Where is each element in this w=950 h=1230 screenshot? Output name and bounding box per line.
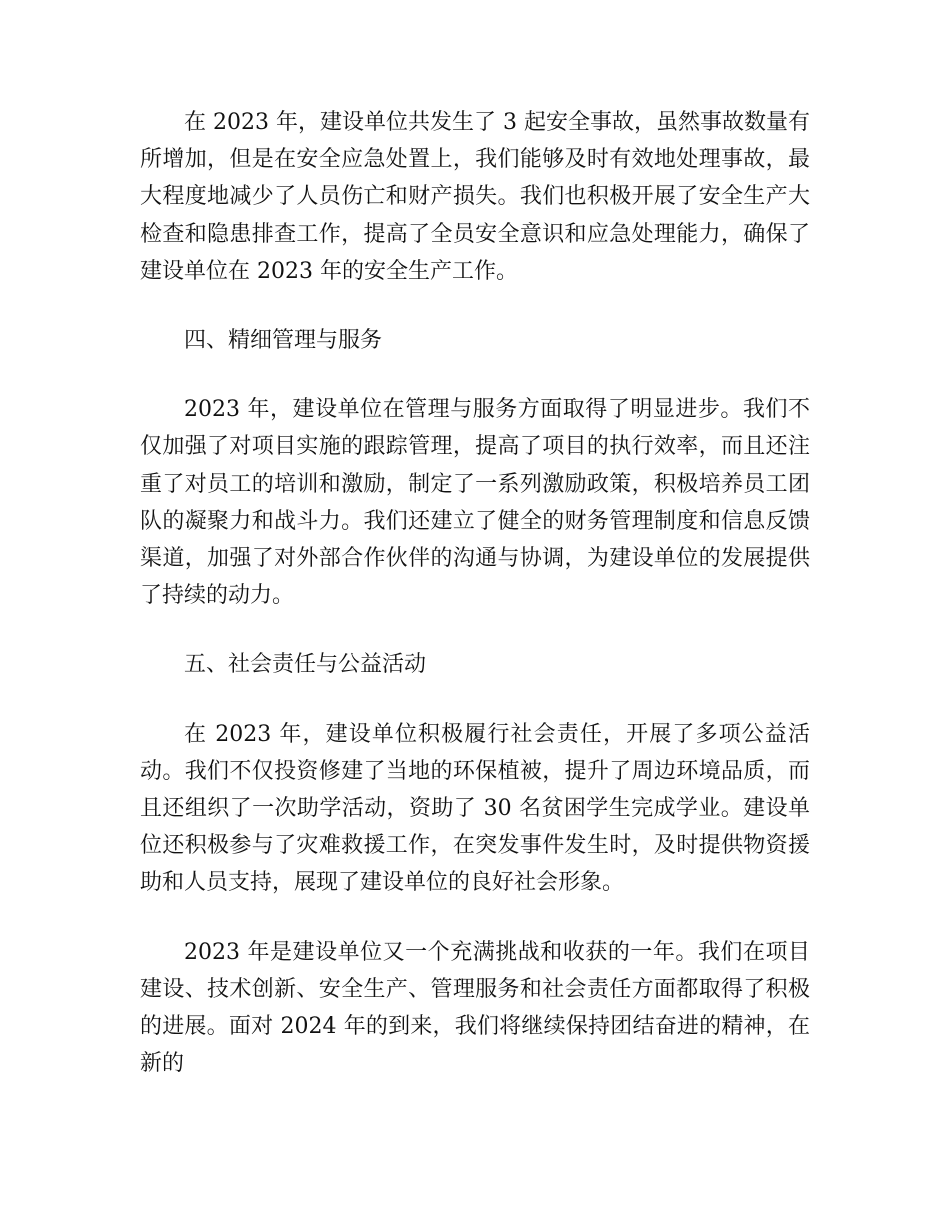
paragraph-management-service: 2023 年，建设单位在管理与服务方面取得了明显进步。我们不仅加强了对项目实施的跟踪管理，提高了项目的执行效率，而且还注重了对员工的培训和激励，制定了一系列激励政策，积极培养员工团队的凝聚力和战斗力。我们还建立了健全的财务管理制度和信息反馈渠道，加强了对外部合作伙伴的沟通与协调，为建设单位的发展提供了持续的动力。 bbox=[140, 397, 810, 609]
section-heading-management: 四、精细管理与服务 bbox=[184, 328, 383, 354]
paragraph-safety-accidents: 在 2023 年，建设单位共发生了 3 起安全事故，虽然事故数量有所增加，但是在安全应急处置上，我们能够及时有效地处理事故，最大程度地减少了人员伤亡和财产损失。我们也积极开展了安全生产大检查和隐患排查工作，提高了全员安全意识和应急处理能力，确保了建设单位在 2023 年的安全生产工作。 bbox=[140, 110, 810, 284]
paragraph-summary: 2023 年是建设单位又一个充满挑战和收获的一年。我们在项目建设、技术创新、安全生产、管理服务和社会责任方面都取得了积极的进展。面对 2024 年的到来，我们将继续保持团结奋进的精神，在新的 bbox=[140, 939, 810, 1077]
paragraph-social-responsibility: 在 2023 年，建设单位积极履行社会责任，开展了多项公益活动。我们不仅投资修建了当地的环保植被，提升了周边环境品质，而且还组织了一次助学活动，资助了 30 名贫困学生完成学业。建设单位还积极参与了灾难救援工作，在突发事件发生时，及时提供物资援助和人员支持，展现了建设单位的良好社会形象。 bbox=[140, 721, 810, 896]
section-heading-social-responsibility: 五、社会责任与公益活动 bbox=[184, 652, 427, 678]
